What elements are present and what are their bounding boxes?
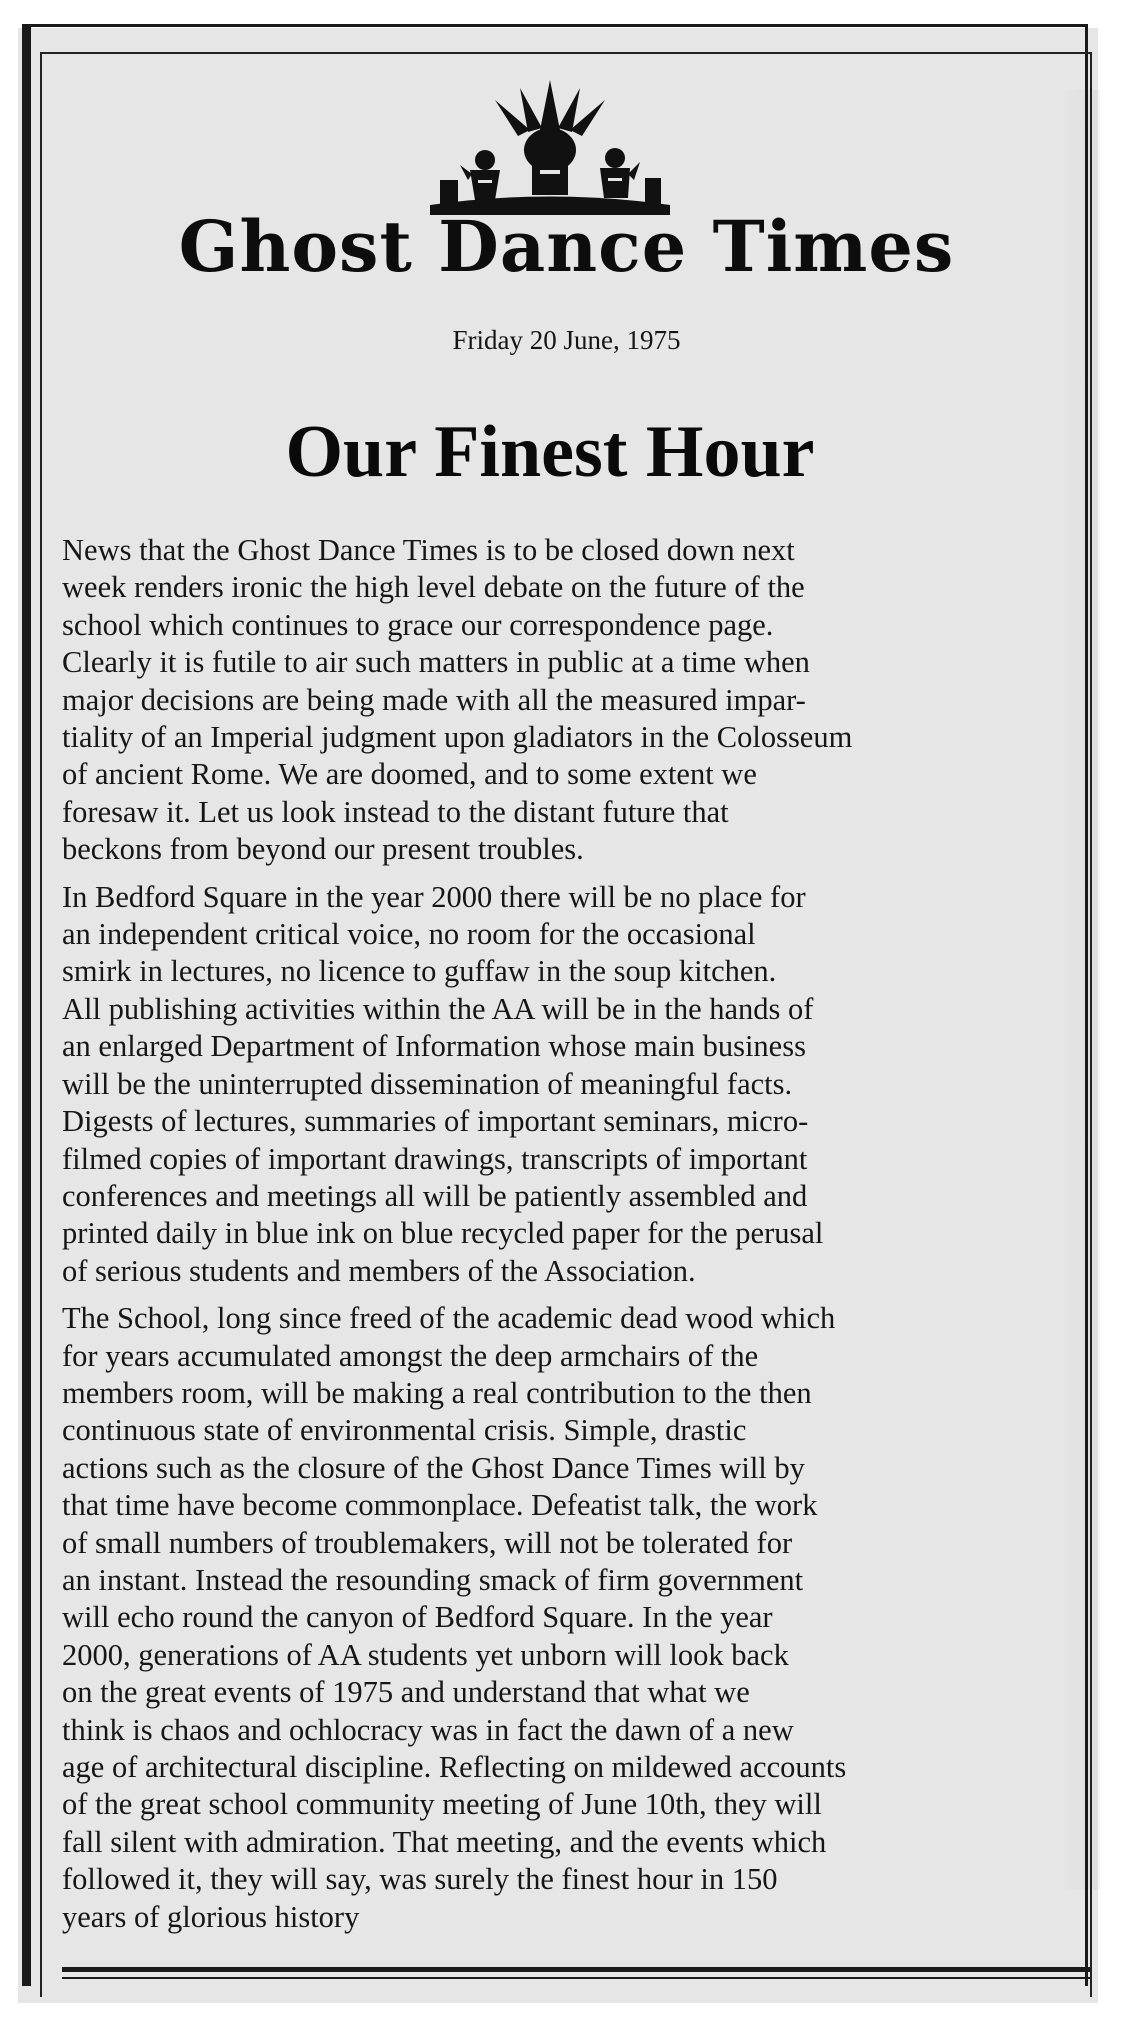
article-line: years of glorious history bbox=[62, 1899, 360, 1934]
dateline: Friday 20 June, 1975 bbox=[452, 325, 681, 355]
headline: Our Finest Hour bbox=[285, 411, 815, 493]
article-line: News that the Ghost Dance Times is to be closed down next bbox=[62, 533, 795, 567]
article-line: printed daily in blue ink on blue recycled paper for the perusal bbox=[62, 1216, 824, 1251]
bottom-rule-thin bbox=[62, 1977, 1090, 1979]
article-line: tiality of an Imperial judgment upon gladiators in the Colosseum bbox=[62, 720, 853, 755]
article-line: school which continues to grace our correspondence page. bbox=[62, 607, 774, 642]
bottom-rule bbox=[62, 1967, 1090, 1972]
article-line: 2000, generations of AA students yet unborn will look back bbox=[62, 1637, 789, 1672]
article-line: Clearly it is futile to air such matters in public at a time when bbox=[62, 645, 810, 680]
paragraph-1 bbox=[62, 532, 1092, 869]
masthead-title: Ghost Dance Times bbox=[178, 205, 955, 288]
article-line: actions such as the closure of the Ghost Dance Times will by bbox=[62, 1450, 805, 1485]
article-line: In Bedford Square in the year 2000 there will be no place for bbox=[62, 879, 806, 914]
article-line: All publishing activities within the AA will be in the hands of bbox=[62, 991, 814, 1026]
ghost-dance-emblem-icon bbox=[400, 70, 700, 220]
article-line: foresaw it. Let us look instead to the distant future that bbox=[62, 794, 729, 829]
article-line: an enlarged Department of Information whose main business bbox=[62, 1029, 806, 1064]
article-line: on the great events of 1975 and understand that what we bbox=[62, 1675, 750, 1710]
article-line: of serious students and members of the Association. bbox=[62, 1253, 696, 1288]
article-line: of the great school community meeting of June 10th, they will bbox=[62, 1787, 822, 1822]
article-line: age of architectural discipline. Reflecting on mildewed accounts bbox=[62, 1750, 847, 1784]
article-line: that time have become commonplace. Defeatist talk, the work bbox=[62, 1488, 818, 1523]
article-line: major decisions are being made with all the measured impar- bbox=[62, 682, 806, 717]
article-body bbox=[62, 532, 1092, 1946]
article-line: for years accumulated amongst the deep armchairs of the bbox=[62, 1338, 759, 1373]
article-line: of ancient Rome. We are doomed, and to some extent we bbox=[62, 757, 757, 792]
article-line: Digests of lectures, summaries of important seminars, micro- bbox=[62, 1104, 809, 1139]
paragraph-2 bbox=[62, 879, 1092, 1290]
article-line: followed it, they will say, was surely the finest hour in 150 bbox=[62, 1862, 778, 1897]
article-line: smirk in lectures, no licence to guffaw in the soup kitchen. bbox=[62, 954, 777, 989]
article-line: an independent critical voice, no room for the occasional bbox=[62, 917, 756, 952]
article-line: The School, long since freed of the academic dead wood which bbox=[62, 1301, 836, 1336]
article-line: beckons from beyond our present troubles. bbox=[62, 832, 584, 867]
article-line: continuous state of environmental crisis. Simple, drastic bbox=[62, 1413, 747, 1448]
article-line: of small numbers of troublemakers, will not be tolerated for bbox=[62, 1525, 793, 1560]
top-rule bbox=[40, 52, 1092, 54]
article-line: members room, will be making a real contribution to the then bbox=[62, 1375, 812, 1410]
article-line: will be the uninterrupted dissemination of meaningful facts. bbox=[62, 1066, 793, 1101]
article-line: filmed copies of important drawings, transcripts of important bbox=[62, 1141, 808, 1176]
article-line: think is chaos and ochlocracy was in fact the dawn of a new bbox=[62, 1712, 794, 1747]
article-line: will echo round the canyon of Bedford Square. In the year bbox=[62, 1600, 773, 1635]
article-line: fall silent with admiration. That meeting, and the events which bbox=[62, 1824, 827, 1859]
article-line: week renders ironic the high level debate on the future of the bbox=[62, 570, 805, 605]
article-line: conferences and meetings all will be patiently assembled and bbox=[62, 1178, 808, 1213]
paragraph-3 bbox=[62, 1300, 1092, 1936]
article-line: an instant. Instead the resounding smack of firm government bbox=[62, 1562, 804, 1597]
